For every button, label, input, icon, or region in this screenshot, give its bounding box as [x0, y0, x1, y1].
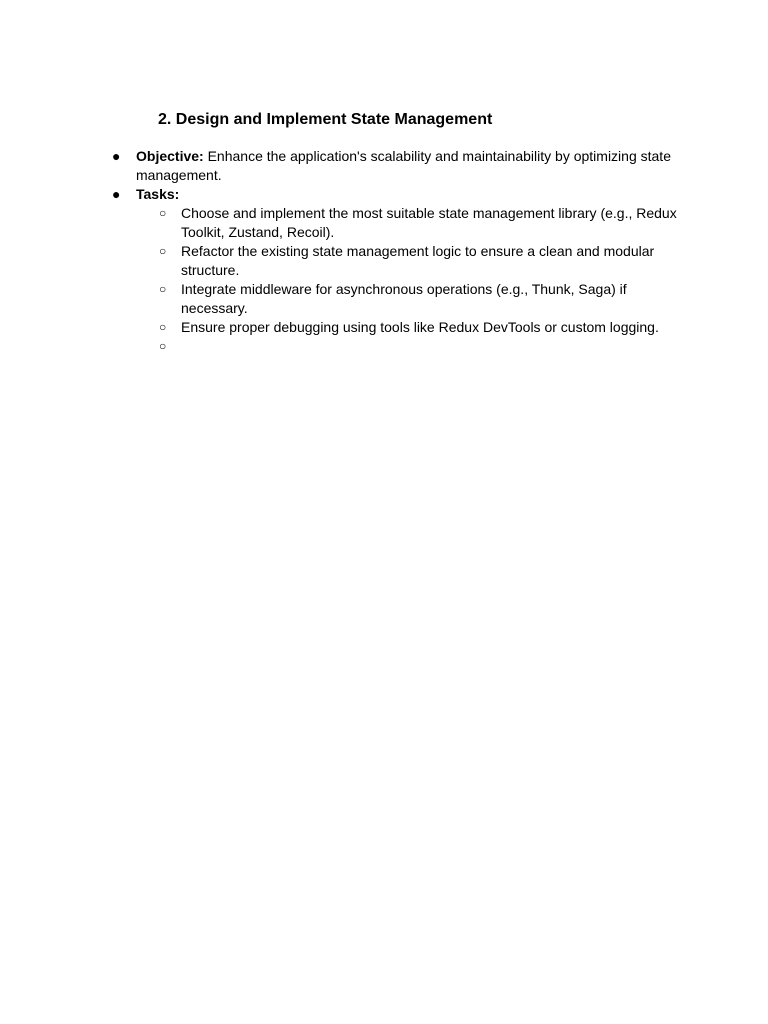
- task-item: [136, 280, 682, 318]
- circle-bullet-icon: ○: [159, 244, 167, 258]
- tasks-list: [136, 204, 682, 356]
- bullet-icon: ●: [112, 186, 121, 202]
- task-text: Integrate middleware for asynchronous operations (e.g., Thunk, Saga) if necessary.: [181, 281, 627, 316]
- task-item-empty: [136, 337, 682, 356]
- task-item: [136, 204, 682, 242]
- task-text: Ensure proper debugging using tools like Redux DevTools or custom logging.: [181, 319, 659, 335]
- tasks-item: [112, 185, 682, 356]
- task-item: [136, 242, 682, 280]
- circle-bullet-icon: ○: [159, 320, 167, 334]
- bullet-icon: ●: [112, 148, 121, 164]
- objective-text: Enhance the application's scalability and maintainability by optimizing state management.: [136, 148, 671, 183]
- tasks-label: Tasks:: [136, 186, 180, 202]
- section-heading: 2. Design and Implement State Management: [158, 111, 493, 128]
- circle-bullet-icon: ○: [159, 339, 167, 353]
- objective-label: Objective:: [136, 148, 204, 164]
- objective-item: [112, 147, 682, 185]
- section-list: [112, 147, 682, 356]
- circle-bullet-icon: ○: [159, 206, 167, 220]
- circle-bullet-icon: ○: [159, 282, 167, 296]
- task-text: Refactor the existing state management logic to ensure a clean and modular structure.: [181, 243, 655, 278]
- task-text: Choose and implement the most suitable state management library (e.g., Redux Toolkit, Zustand, Recoil).: [181, 205, 677, 240]
- task-item: [136, 318, 682, 337]
